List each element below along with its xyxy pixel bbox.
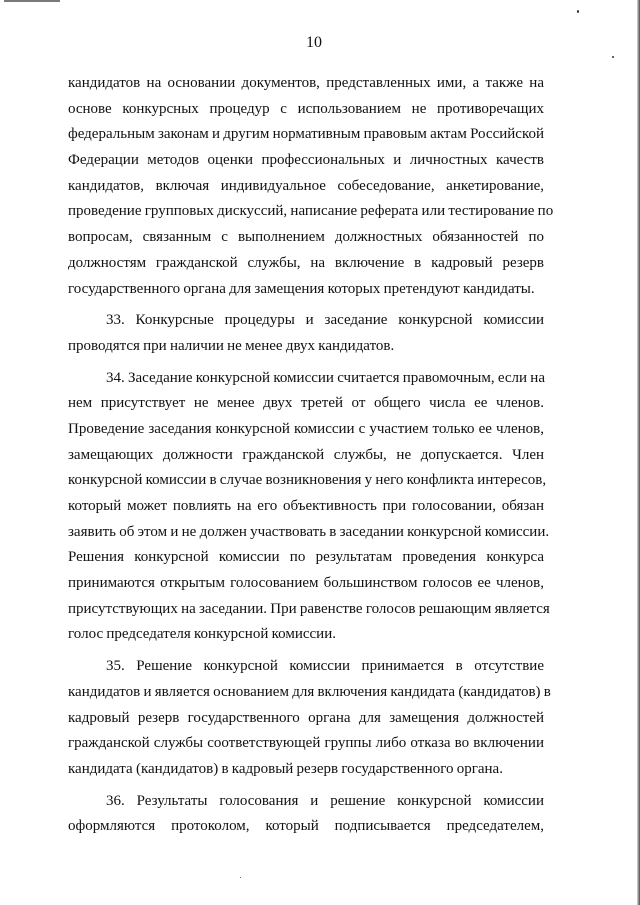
text-line: гражданской службы соответствующей группы либо отказа во включении bbox=[68, 735, 544, 752]
paragraph-33 bbox=[68, 308, 544, 359]
text-line: Решения конкурсной комиссии по результатам проведения конкурса bbox=[68, 549, 544, 566]
text-line: замещающих должности гражданской службы, не допускается. Член bbox=[68, 446, 544, 463]
text-line: Проведение заседания конкурсной комиссии с участием только ее членов, bbox=[68, 420, 544, 437]
text-line: 36. Результаты голосования и решение конкурсной комиссии bbox=[106, 792, 544, 809]
paragraph-continuation bbox=[68, 71, 554, 302]
text-line: кандидатов, включая индивидуальное собеседование, анкетирование, bbox=[68, 177, 544, 194]
text-line: голос председателя конкурсной комиссии. bbox=[68, 626, 336, 643]
text-line: кадровый резерв государственного органа для замещения должностей bbox=[68, 709, 544, 726]
text-line: должностям гражданской службы, на включение в кадровый резерв bbox=[68, 254, 544, 271]
text-line: федеральным законам и другим нормативным правовым актам Российской bbox=[68, 126, 544, 143]
text-line: основе конкурсных процедур с использованием не противоречащих bbox=[68, 100, 544, 117]
text-line: кандидатов на основании документов, представленных ими, а также на bbox=[68, 75, 544, 91]
text-line: присутствующих на заседании. При равенстве голосов решающим является bbox=[68, 600, 550, 617]
text-line: принимаются открытым голосованием большинством голосов ее членов, bbox=[68, 575, 544, 592]
text-line: Федерации методов оценки профессиональных и личностных качеств bbox=[68, 152, 544, 169]
text-line: проводятся при наличии не менее двух кандидатов. bbox=[68, 337, 395, 354]
text-line: оформляются протоколом, который подписывается председателем, bbox=[68, 818, 544, 835]
text-line: 35. Решение конкурсной комиссии принимается в отсутствие bbox=[106, 658, 544, 675]
scan-speck bbox=[240, 877, 241, 878]
text-line: конкурсной комиссии в случае возникновения у него конфликта интересов, bbox=[68, 472, 547, 489]
paragraph-36 bbox=[68, 789, 544, 840]
text-line: проведение групповых дискуссий, написание реферата или тестирование по bbox=[68, 203, 554, 220]
text-line: 34. Заседание конкурсной комиссии считается правомочным, если на bbox=[106, 369, 545, 386]
text-line: заявить об этом и не должен участвовать в заседании конкурсной комиссии. bbox=[68, 523, 550, 540]
scan-edge-top bbox=[4, 0, 60, 2]
scan-speck bbox=[577, 10, 579, 13]
text-line: государственного органа для замещения которых претендуют кандидаты. bbox=[68, 280, 535, 297]
paragraph-34 bbox=[68, 366, 550, 649]
scan-speck bbox=[612, 56, 614, 58]
body-text bbox=[68, 71, 554, 840]
text-line: 33. Конкурсные процедуры и заседание конкурсной комиссии bbox=[106, 312, 544, 329]
text-line: нем присутствует не менее двух третей от общего числа ее членов. bbox=[68, 395, 544, 412]
page-number: 10 bbox=[306, 34, 322, 51]
text-line: кандидатов и является основанием для включения кандидата (кандидатов) в bbox=[68, 683, 551, 700]
text-line: вопросам, связанным с выполнением должностных обязанностей по bbox=[68, 229, 544, 246]
paragraph-35 bbox=[68, 654, 551, 782]
text-line: кандидата (кандидатов) в кадровый резерв государственного органа. bbox=[68, 760, 503, 777]
text-line: который может повлиять на его объективность при голосовании, обязан bbox=[68, 498, 544, 514]
